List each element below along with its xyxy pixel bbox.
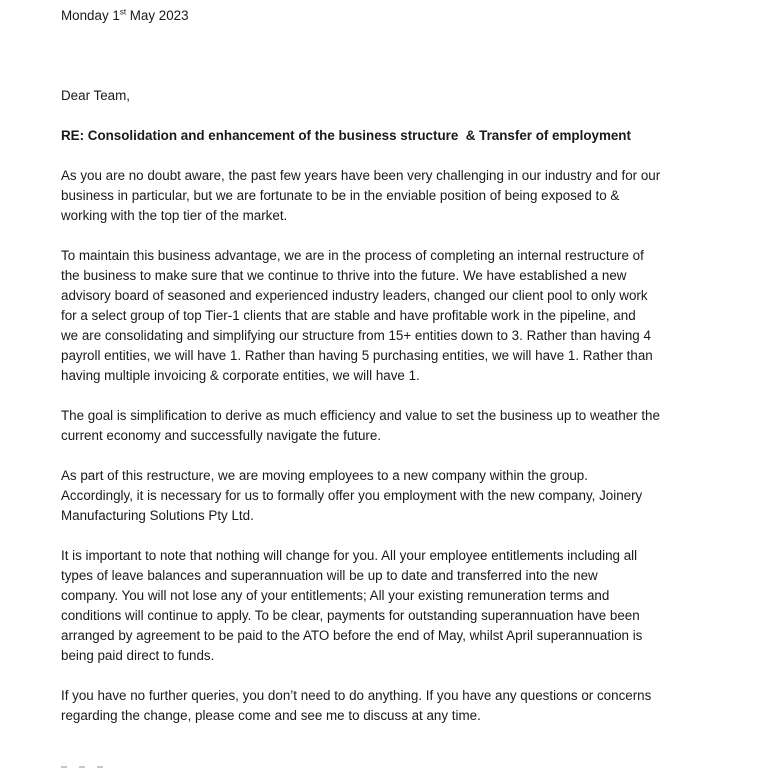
paragraph-line: arranged by agreement to be paid to the ATO before the end of May, whilst April superannuation is <box>61 628 643 643</box>
date-day: Monday 1 <box>61 8 120 23</box>
body-paragraph <box>61 246 701 386</box>
date-ordinal-suffix: st <box>119 7 127 17</box>
paragraph-line: having multiple invoicing & corporate entities, we will have 1. <box>61 368 420 383</box>
body-paragraph <box>61 686 701 726</box>
paragraph-line: conditions will continue to apply. To be clear, payments for outstanding superannuation have been <box>61 608 640 623</box>
paragraph-line: working with the top tier of the market. <box>61 208 288 223</box>
paragraph-line: company. You will not lose any of your entitlements; All your existing remuneration terms and <box>61 588 610 603</box>
paragraph-line: regarding the change, please come and see me to discuss at any time. <box>61 708 481 723</box>
cropped-signature-fragment <box>61 756 181 768</box>
body-paragraph <box>61 166 701 226</box>
body-paragraph <box>61 546 701 666</box>
paragraph-line: payroll entities, we will have 1. Rather than having 5 purchasing entities, we will have 1. Rather than <box>61 348 653 363</box>
paragraph-line: for a select group of top Tier-1 clients that are stable and have profitable work in the pipeline, and <box>61 308 636 323</box>
body-paragraph <box>61 466 701 526</box>
paragraph-line: If you have no further queries, you don’t need to do anything. If you have any questions or concerns <box>61 688 652 703</box>
paragraph-line: the business to make sure that we continue to thrive into the future. We have established a new <box>61 268 627 283</box>
letter-paragraphs <box>61 166 701 726</box>
paragraph-line: we are consolidating and simplifying our structure from 15+ entities down to 3. Rather than having 4 <box>61 328 651 343</box>
paragraph-line: Manufacturing Solutions Pty Ltd. <box>61 508 254 523</box>
paragraph-line: As you are no doubt aware, the past few years have been very challenging in our industry and for our <box>61 168 661 183</box>
letter-date <box>61 6 701 26</box>
salutation: Dear Team, <box>61 88 130 103</box>
paragraph-line: types of leave balances and superannuation will be up to date and transferred into the new <box>61 568 598 583</box>
paragraph-line: current economy and successfully navigate the future. <box>61 428 382 443</box>
date-month-year: May 2023 <box>126 8 189 23</box>
paragraph-line: being paid direct to funds. <box>61 648 215 663</box>
paragraph-line: Accordingly, it is necessary for us to formally offer you employment with the new company, Joinery <box>61 488 643 503</box>
paragraph-line: To maintain this business advantage, we are in the process of completing an internal restructure of <box>61 248 644 263</box>
subject-line: RE: Consolidation and enhancement of the business structure & Transfer of employment <box>61 128 631 143</box>
paragraph-line: business in particular, but we are fortunate to be in the enviable position of being exposed to & <box>61 188 620 203</box>
paragraph-line: advisory board of seasoned and experienced industry leaders, changed our client pool to only work <box>61 288 648 303</box>
paragraph-line: As part of this restructure, we are moving employees to a new company within the group. <box>61 468 588 483</box>
paragraph-line: It is important to note that nothing will change for you. All your employee entitlements including all <box>61 548 638 563</box>
body-paragraph <box>61 406 701 446</box>
paragraph-line: The goal is simplification to derive as much efficiency and value to set the business up to weather the <box>61 408 660 423</box>
letter-body <box>61 6 701 726</box>
